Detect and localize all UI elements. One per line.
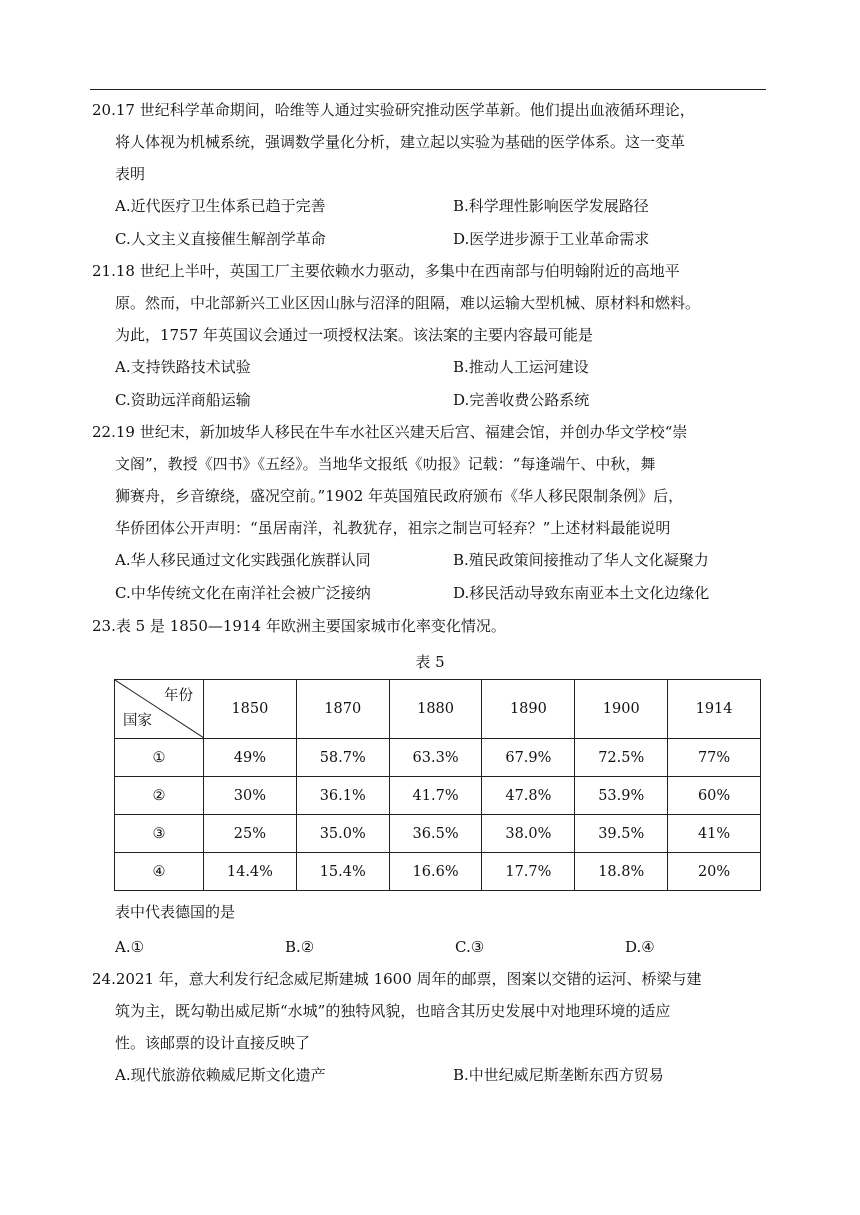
question-20 xyxy=(92,94,772,255)
table-cell: 47.8% xyxy=(482,777,575,815)
option-d[interactable]: D.移民活动导致东南亚本土文化边缘化 xyxy=(453,583,710,602)
question-stem: 表明 xyxy=(115,165,146,183)
corner-year-label: 年份 xyxy=(164,688,193,704)
table-cell: 16.6% xyxy=(389,853,482,891)
table-cell: 63.3% xyxy=(389,739,482,777)
country-label: ① xyxy=(115,739,204,777)
year-header: 1850 xyxy=(204,680,297,739)
options xyxy=(92,351,772,416)
table-cell: 41.7% xyxy=(389,777,482,815)
option-d[interactable]: D.④ xyxy=(625,938,655,956)
question-21 xyxy=(92,255,772,416)
corner-country-label: 国家 xyxy=(123,713,152,729)
year-header: 1870 xyxy=(296,680,389,739)
table-corner-cell xyxy=(115,680,204,739)
option-c[interactable]: C.③ xyxy=(455,938,485,956)
question-stem: 性。该邮票的设计直接反映了 xyxy=(115,1034,311,1052)
option-b[interactable]: B.推动人工运河建设 xyxy=(453,358,589,376)
table-cell: 58.7% xyxy=(296,739,389,777)
option-a[interactable]: A.支持铁路技术试验 xyxy=(115,358,251,376)
question-stem: 筑为主，既勾勒出威尼斯“水城”的独特风貌，也暗含其历史发展中对地理环境的适应 xyxy=(115,1002,671,1020)
option-b[interactable]: B.科学理性影响医学发展路径 xyxy=(453,197,649,215)
table-cell: 30% xyxy=(204,777,297,815)
question-stem: 24.2021 年，意大利发行纪念威尼斯建城 1600 周年的邮票，图案以交错的运河、桥梁与建 xyxy=(92,970,702,988)
table-cell: 67.9% xyxy=(482,739,575,777)
urbanization-table xyxy=(114,679,761,891)
table-caption: 表 5 xyxy=(415,653,445,671)
table-header-row xyxy=(115,680,761,739)
options xyxy=(92,1059,772,1092)
table-cell: 38.0% xyxy=(482,815,575,853)
top-rule xyxy=(90,89,766,90)
table-cell: 41% xyxy=(668,815,761,853)
question-stem: 22.19 世纪末，新加坡华人移民在牛车水社区兴建天后宫、福建会馆，并创办华文学校“崇 xyxy=(92,423,688,441)
table-cell: 15.4% xyxy=(296,853,389,891)
table-row xyxy=(115,853,761,891)
table-row xyxy=(115,739,761,777)
question-22 xyxy=(92,416,772,609)
table-row xyxy=(115,777,761,815)
country-label: ② xyxy=(115,777,204,815)
question-stem: 表中代表德国的是 xyxy=(115,903,236,921)
option-b[interactable]: B.殖民政策间接推动了华人文化凝聚力 xyxy=(453,551,709,569)
table-cell: 60% xyxy=(668,777,761,815)
question-stem: 为此，1757 年英国议会通过一项授权法案。该法案的主要内容最可能是 xyxy=(115,326,593,344)
table-cell: 35.0% xyxy=(296,815,389,853)
options xyxy=(92,544,772,609)
question-stem: 20.17 世纪科学革命期间，哈维等人通过实验研究推动医学革新。他们提出血液循环理论， xyxy=(92,101,695,119)
question-stem: 21.18 世纪上半叶，英国工厂主要依赖水力驱动，多集中在西南部与伯明翰附近的高地平 xyxy=(92,262,680,280)
question-stem: 原。然而，中北部新兴工业区因山脉与沼泽的阻隔，难以运输大型机械、原材料和燃料。 xyxy=(115,294,701,312)
year-header: 1880 xyxy=(389,680,482,739)
year-header: 1890 xyxy=(482,680,575,739)
question-stem: 华侨团体公开声明：“虽居南洋，礼教犹存，祖宗之制岂可轻弃？”上述材料最能说明 xyxy=(115,519,671,537)
option-a[interactable]: A.近代医疗卫生体系已趋于完善 xyxy=(115,197,326,215)
table-cell: 49% xyxy=(204,739,297,777)
question-stem: 狮赛舟，乡音缭绕，盛况空前。”1902 年英国殖民政府颁布《华人移民限制条例》后， xyxy=(115,487,684,505)
options xyxy=(92,931,772,963)
table-cell: 72.5% xyxy=(575,739,668,777)
options xyxy=(92,190,772,255)
table-cell: 36.5% xyxy=(389,815,482,853)
question-23 xyxy=(92,610,772,642)
table-cell: 25% xyxy=(204,815,297,853)
option-d[interactable]: D.完善收费公路系统 xyxy=(453,390,590,409)
question-stem: 将人体视为机械系统，强调数学量化分析，建立起以实验为基础的医学体系。这一变革 xyxy=(115,133,686,151)
option-c[interactable]: C.资助远洋商船运输 xyxy=(115,390,251,409)
question-24 xyxy=(92,963,772,1092)
option-b[interactable]: B.② xyxy=(285,938,315,956)
table-cell: 18.8% xyxy=(575,853,668,891)
table-cell: 53.9% xyxy=(575,777,668,815)
country-label: ③ xyxy=(115,815,204,853)
option-c[interactable]: C.中华传统文化在南洋社会被广泛接纳 xyxy=(115,583,371,602)
option-a[interactable]: A.华人移民通过文化实践强化族群认同 xyxy=(115,551,371,569)
year-header: 1900 xyxy=(575,680,668,739)
option-d[interactable]: D.医学进步源于工业革命需求 xyxy=(453,229,650,248)
table-row xyxy=(115,815,761,853)
option-a[interactable]: A.现代旅游依赖威尼斯文化遗产 xyxy=(115,1066,326,1084)
question-stem: 23.表 5 是 1850—1914 年欧洲主要国家城市化率变化情况。 xyxy=(92,617,506,635)
table-cell: 39.5% xyxy=(575,815,668,853)
year-header: 1914 xyxy=(668,680,761,739)
table-cell: 77% xyxy=(668,739,761,777)
table-cell: 36.1% xyxy=(296,777,389,815)
option-a[interactable]: A.① xyxy=(115,938,145,956)
option-b[interactable]: B.中世纪威尼斯垄断东西方贸易 xyxy=(453,1066,664,1084)
table-cell: 17.7% xyxy=(482,853,575,891)
country-label: ④ xyxy=(115,853,204,891)
table-cell: 14.4% xyxy=(204,853,297,891)
option-c[interactable]: C.人文主义直接催生解剖学革命 xyxy=(115,229,326,248)
question-stem: 文阁”，教授《四书》《五经》。当地华文报纸《叻报》记载：“每逢端午、中秋，舞 xyxy=(115,455,656,473)
question-23-followup xyxy=(92,897,772,963)
table-cell: 20% xyxy=(668,853,761,891)
